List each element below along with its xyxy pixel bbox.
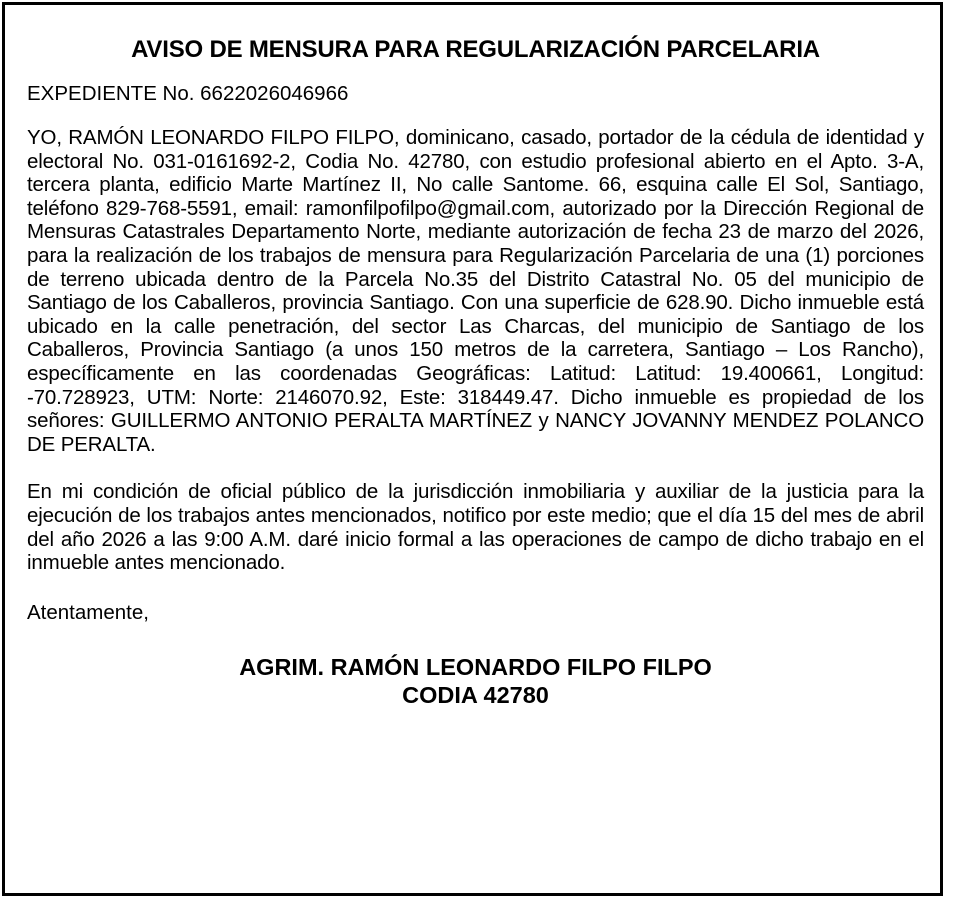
notice-paragraph-notification: En mi condición de oficial público de la jurisdicción inmobiliaria y auxiliar de la justicia para la ejecución de los trabajos antes mencionados, notifico por este medio; que el día 15 del mes de abril del año 2026 a las 9:00 A.M. daré inicio formal a las operaciones de campo de dicho trabajo en el inmueble antes mencionado.	[27, 480, 924, 575]
closing-salutation: Atentamente,	[27, 600, 149, 624]
signature-name: AGRIM. RAMÓN LEONARDO FILPO FILPO	[239, 653, 712, 680]
legal-notice-box	[2, 2, 943, 896]
signature-block	[27, 653, 924, 709]
notice-content	[27, 35, 924, 709]
notice-paragraph-surveyor-details: YO, RAMÓN LEONARDO FILPO FILPO, dominicano, casado, portador de la cédula de identidad y electoral No. 031-0161692-2, Codia No. 42780, con estudio profesional abierto en el Apto. 3-A, tercera planta, edificio Marte Martínez II, No calle Santome. 66, esquina calle El Sol, Santiago, teléfono 829-768-5591, email: ramonfilpofilpo@gmail.com, autorizado por la Dirección Regional de Mensuras Catastrales Departamento Norte, mediante autorización de fecha 23 de marzo del 2026, para la realización de los trabajos de mensura para Regularización Parcelaria de una (1) porciones de terreno ubicada dentro de la Parcela No.35 del Distrito Catastral No. 05 del municipio de Santiago de los Caballeros, provincia Santiago. Con una superficie de 628.90. Dicho inmueble está ubicado en la calle penetración, del sector Las Charcas, del municipio de Santiago de los Caballeros, Provincia Santiago (a unos 150 metros de la carretera, Santiago – Los Rancho), específicamente en las coordenadas Geográficas: Latitud: Latitud: 19.400661, Longitud: -70.728923, UTM: Norte: 2146070.92, Este: 318449.47. Dicho inmueble es propiedad de los señores: GUILLERMO ANTONIO PERALTA MARTÍNEZ y NANCY JOVANNY MENDEZ POLANCO DE PERALTA.	[27, 126, 924, 456]
expediente-number: EXPEDIENTE No. 6622026046966	[27, 82, 349, 105]
notice-title: AVISO DE MENSURA PARA REGULARIZACIÓN PARCELARIA	[131, 36, 820, 63]
signature-codia: CODIA 42780	[402, 681, 549, 708]
